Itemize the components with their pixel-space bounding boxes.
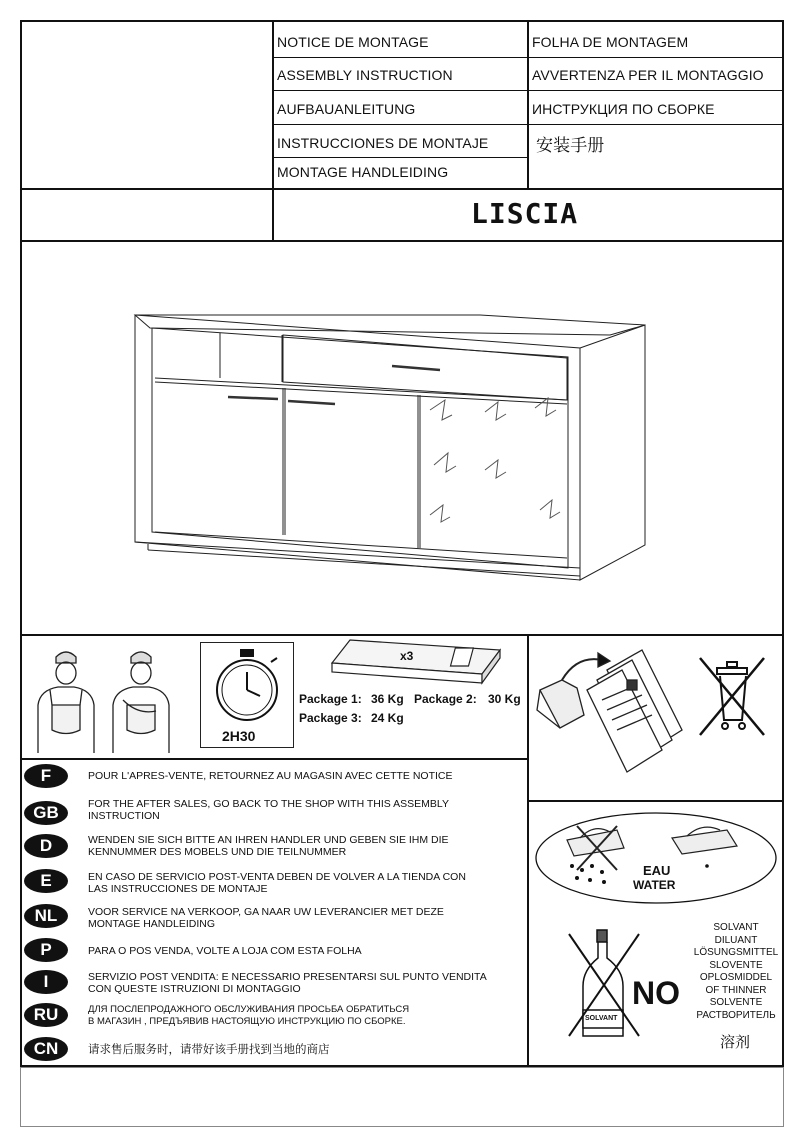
stopwatch-icon xyxy=(205,648,289,726)
badge-i: I xyxy=(24,970,68,994)
row-line xyxy=(272,124,784,125)
product-name: LISCIA xyxy=(471,197,579,230)
keep-instructions-icon xyxy=(532,640,777,790)
badge-e: E xyxy=(24,869,68,893)
solvent-fr: SOLVANT xyxy=(713,922,759,933)
right-column-divider xyxy=(527,634,529,1067)
row-line xyxy=(272,157,527,158)
row-line xyxy=(272,90,784,91)
title-gb: ASSEMBLY INSTRUCTION xyxy=(277,67,453,83)
service-text-p: PARA O POS VENDA, VOLTE A LOJA COM ESTA FOLHA xyxy=(88,945,362,957)
package-box-icon xyxy=(330,638,505,688)
solvent-de: LÖSUNGSMITTEL xyxy=(693,947,779,958)
water-label-en: WATER xyxy=(633,878,676,892)
title-de: AUFBAUANLEITUNG xyxy=(277,101,416,117)
svg-text:x3: x3 xyxy=(400,649,414,663)
drawing-bottom-line xyxy=(20,634,784,636)
title-nl: MONTAGE HANDLEIDING xyxy=(277,164,449,180)
row-line xyxy=(272,57,784,58)
header-bottom-line xyxy=(20,188,784,190)
package-1-weight: 36 Kg xyxy=(371,692,404,706)
package-3-weight: 24 Kg xyxy=(371,711,404,725)
service-text-e: EN CASO DE SERVICIO POST-VENTA DEBEN DE VOLVER A LA TIENDA CON LAS INSTRUCCIONES DE MONTAJE xyxy=(88,871,466,895)
title-es: INSTRUCCIONES DE MONTAJE xyxy=(277,135,489,151)
service-text-nl: VOOR SERVICE NA VERKOOP, GA NAAR UW LEVERANCIER MET DEZE MONTAGE HANDLEIDING xyxy=(88,906,444,930)
bottle-label: SOLVANT xyxy=(585,1015,618,1022)
solvent-es: SOLVENTE xyxy=(709,997,763,1008)
title-ru: ИНСТРУКЦИЯ ПО СБОРКЕ xyxy=(532,101,715,117)
package-2-label: Package 2: xyxy=(414,692,477,706)
package-3-label: Package 3: xyxy=(299,711,362,725)
title-pt: FOLHA DE MONTAGEM xyxy=(532,34,689,50)
service-text-f: POUR L'APRES-VENTE, RETOURNEZ AU MAGASIN AVEC CETTE NOTICE xyxy=(88,770,453,782)
badge-f: F xyxy=(24,764,68,788)
title-bottom-line xyxy=(20,240,784,242)
assembly-time: 2H30 xyxy=(222,728,256,744)
badge-d: D xyxy=(24,834,68,858)
solvent-nl: OPLOSMIDDEL xyxy=(699,972,773,983)
no-label: NO xyxy=(632,975,680,1011)
service-text-i: SERVIZIO POST VENDITA: E NECESSARIO PRESENTARSI SUL PUNTO VENDITA CON QUESTE ISTRUZIONI DI MONTAGGIO xyxy=(88,971,487,995)
sideboard-illustration xyxy=(130,300,660,590)
header-divider-right xyxy=(527,20,529,189)
footer-frame xyxy=(20,1067,784,1127)
title-fr: NOTICE DE MONTAGE xyxy=(277,34,429,50)
two-persons-icon xyxy=(28,645,188,753)
badge-p: P xyxy=(24,938,68,962)
solvent-fr-2: DILUANT xyxy=(714,934,758,946)
recycle-bottom-line xyxy=(527,800,784,802)
header-divider-left xyxy=(272,20,274,241)
title-it: AVVERTENZA PER IL MONTAGGIO xyxy=(532,67,764,83)
service-text-ru: ДЛЯ ПОСЛЕПРОДАЖНОГО ОБСЛУЖИВАНИЯ ПРОСЬБА ОБРАТИТЬСЯ В МАГАЗИН , ПРЕДЪЯВИВ НАСТОЯЩУЮ ИНСТРУКЦИЮ ПО СБОРКЕ. xyxy=(88,1004,410,1027)
badge-nl: NL xyxy=(24,904,68,928)
cleaning-water-icon xyxy=(532,808,780,908)
badge-ru: RU xyxy=(24,1003,68,1027)
water-label-fr: EAU xyxy=(643,863,671,878)
solvent-en: OF THINNER xyxy=(705,984,767,996)
service-text-cn: 请求售后服务时，请带好该手册找到当地的商店 xyxy=(88,1042,330,1056)
info-bottom-line xyxy=(20,758,527,760)
package-1-label: Package 1: xyxy=(299,692,362,706)
solvent-it: SLOVENTE xyxy=(709,959,763,971)
title-cn: 安装手册 xyxy=(536,136,605,155)
service-text-d: WENDEN SIE SICH BITTE AN IHREN HANDLER UND GEBEN SIE IHM DIE KENNUMMER DES MOBELS UND DIE TEILNUMMER xyxy=(88,834,449,858)
solvent-ru: РАСТВОРИТЕЛЬ xyxy=(696,1009,776,1021)
badge-gb: GB xyxy=(24,801,68,825)
badge-cn: CN xyxy=(24,1037,68,1061)
service-text-gb: FOR THE AFTER SALES, GO BACK TO THE SHOP WITH THIS ASSEMBLY INSTRUCTION xyxy=(88,798,449,822)
package-2-weight: 30 Kg xyxy=(488,692,521,706)
solvent-list xyxy=(690,922,782,1022)
solvent-cn: 溶剂 xyxy=(720,1034,751,1051)
